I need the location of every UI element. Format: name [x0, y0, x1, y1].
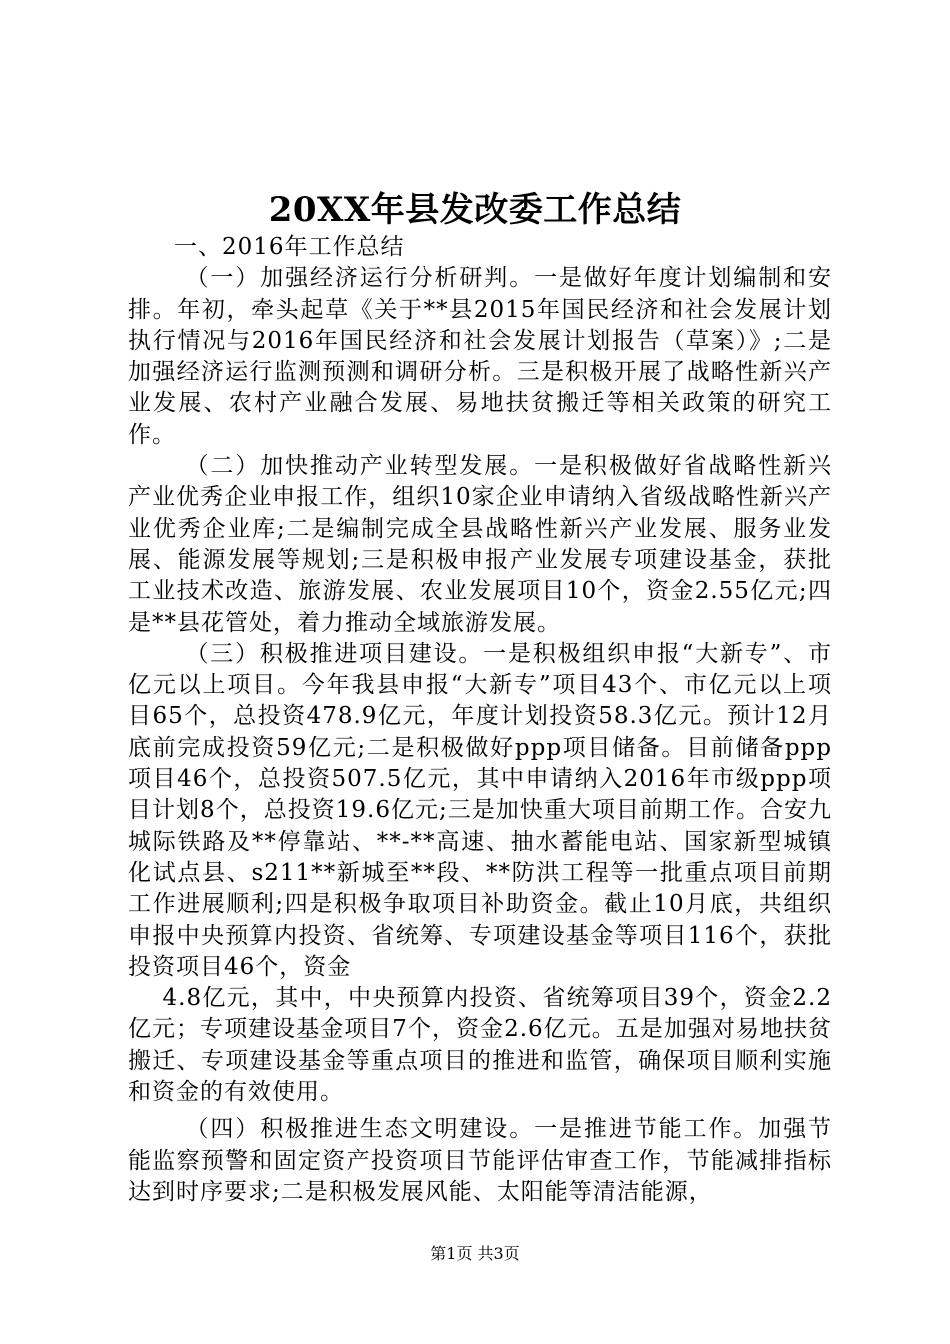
- paragraph-4: （四）积极推进生态文明建设。一是推进节能工作。加强节能监察预警和固定资产投资项目节能评估审查工作，节能减排指标达到时序要求;二是积极发展风能、太阳能等清洁能源，: [128, 1116, 832, 1205]
- document-body: [128, 232, 832, 1208]
- section-heading: 一、2016年工作总结: [174, 234, 405, 260]
- paragraph-1: （一）加强经济运行分析研判。一是做好年度计划编制和安排。年初，牵头起草《关于**县2015年国民经济和社会发展计划执行情况与2016年国民经济和社会发展计划报告（草案）》;二是加强经济运行监测预测和调研分析。三是积极开展了战略性新兴产业发展、农村产业融合发展、易地扶贫搬迁等相关政策的研究工作。: [128, 265, 832, 448]
- paragraph-3: （三）积极推进项目建设。一是积极组织申报“大新专”、市亿元以上项目。今年我县申报“大新专”项目43个、市亿元以上项目65个，总投资478.9亿元，年度计划投资58.3亿元。预计12月底前完成投资59亿元;二是积极做好ppp项目储备。目前储备ppp项目46个，总投资507.5亿元，其中申请纳入2016年市级ppp项目计划8个，总投资19.6亿元;三是加快重大项目前期工作。合安九城际铁路及**停靠站、**-**高速、抽水蓄能电站、国家新型城镇化试点县、s211**新城至**段、**防洪工程等一批重点项目前期工作进展顺利;四是积极争取项目补助资金。截止10月底，共组织申报中央预算内投资、省统筹、专项建设基金等项目116个，获批投资项目46个，资金: [128, 640, 832, 980]
- document-title: 20XX年县发改委工作总结: [268, 190, 682, 230]
- paragraph-3-continued: 4.8亿元，其中，中央预算内投资、省统筹项目39个，资金2.2亿元；专项建设基金项目7个，资金2.6亿元。五是加强对易地扶贫搬迁、专项建设基金等重点项目的推进和监管，确保项目顺利实施和资金的有效使用。: [128, 985, 832, 1106]
- page-footer: 第1页 共3页: [430, 1244, 520, 1263]
- paragraph-2: （二）加快推动产业转型发展。一是积极做好省战略性新兴产业优秀企业申报工作，组织10家企业申请纳入省级战略性新兴产业优秀企业库;二是编制完成全县战略性新兴产业发展、服务业发展、能源发展等规划;三是积极申报产业发展专项建设基金，获批工业技术改造、旅游发展、农业发展项目10个，资金2.55亿元;四是**县花管处，着力推动全域旅游发展。: [128, 453, 832, 636]
